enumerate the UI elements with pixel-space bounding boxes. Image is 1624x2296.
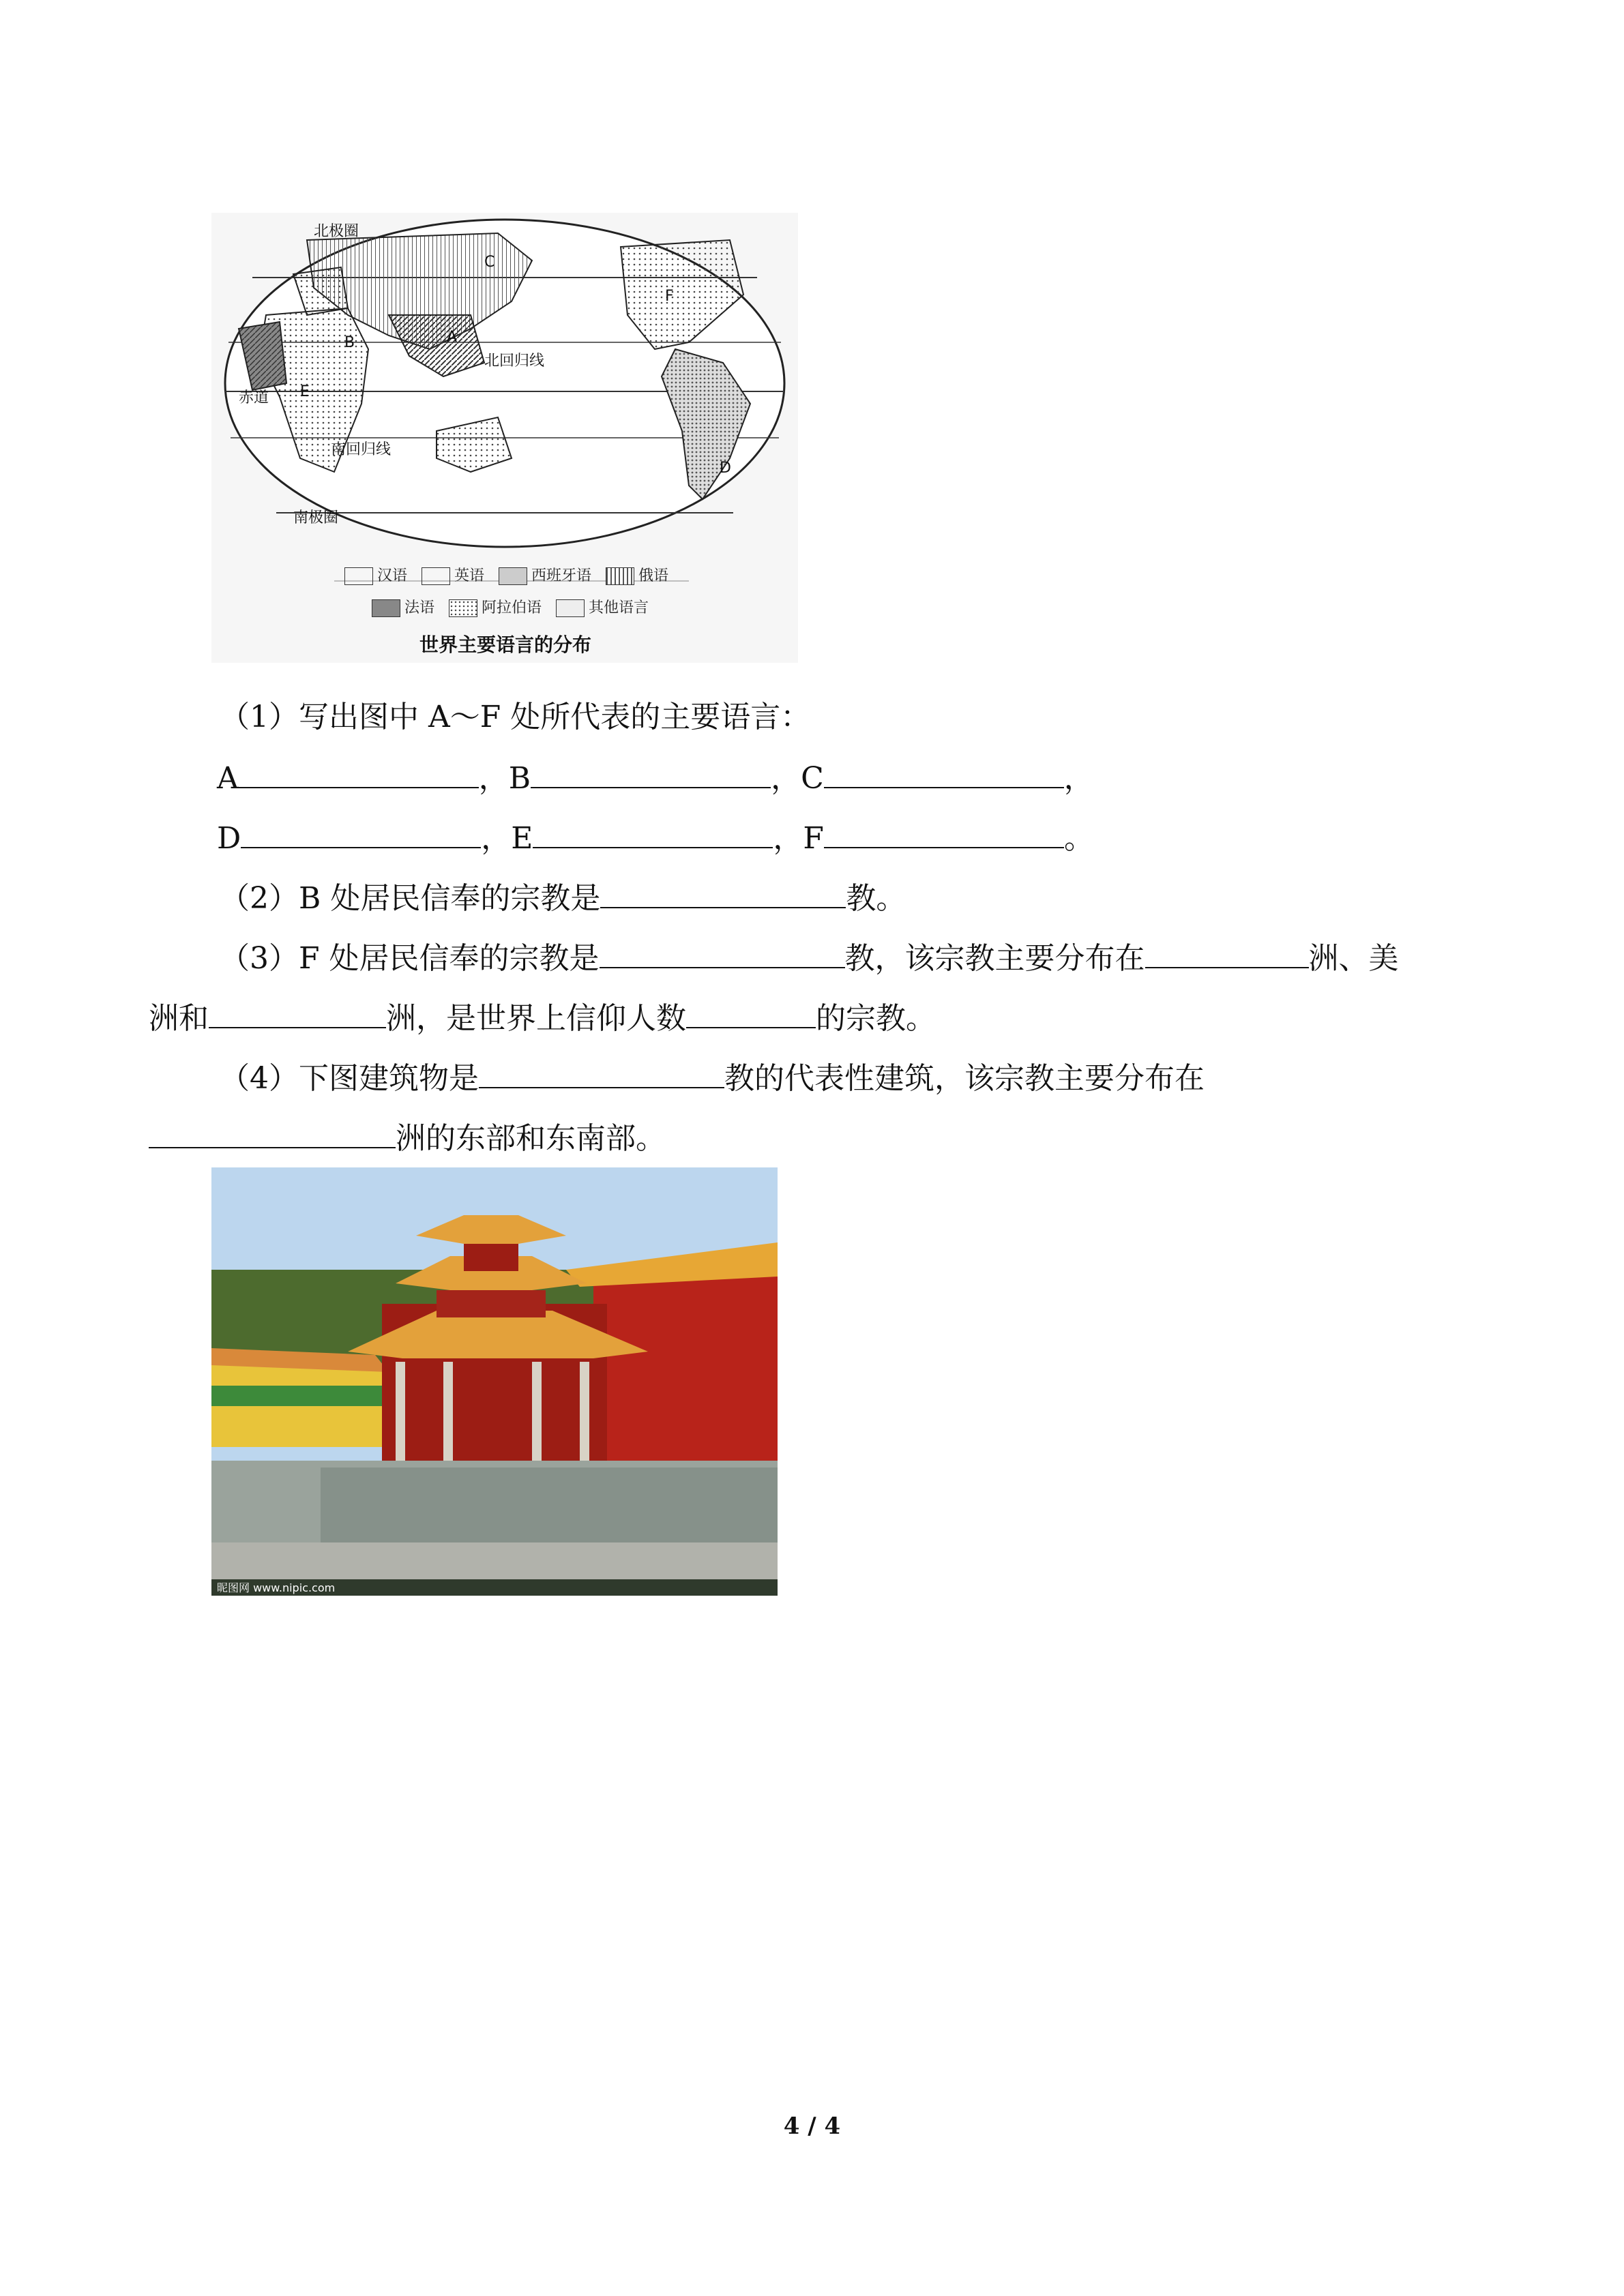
question-3-text: （3）F 处居民信奉的宗教是 [220, 941, 600, 976]
antarctic-circle-label: 南极圈 [293, 509, 339, 526]
legend-swatch-other [556, 599, 585, 617]
blank-e[interactable] [533, 817, 773, 848]
question-2-end: 教。 [846, 881, 906, 916]
tropic-of-cancer-label: 北回归线 [484, 353, 545, 370]
legend-swatch-russian [606, 567, 634, 585]
blank-q4-continent[interactable] [149, 1117, 396, 1148]
legend-swatch-french [372, 599, 400, 617]
blank-d[interactable] [241, 817, 481, 848]
map-letter-c: C [484, 254, 495, 271]
label-c: ，C [771, 761, 824, 796]
legend-label-arabic: 阿拉伯语 [482, 599, 542, 616]
map-letter-f: F [665, 288, 674, 305]
blank-c[interactable] [824, 757, 1064, 788]
blank-q3-rank[interactable] [686, 997, 816, 1028]
label-e: ，E [481, 821, 533, 856]
legend-swatch-spanish [499, 567, 527, 585]
question-1-row-1 [217, 757, 1094, 799]
legend-swatch-arabic [449, 599, 477, 617]
label-f: ，F [773, 821, 824, 856]
question-4-mid: 教的代表性建筑，该宗教主要分布在 [724, 1061, 1205, 1096]
question-1-intro: （1）写出图中 A～F 处所代表的主要语言： [220, 700, 811, 734]
tropic-of-capricorn-label: 南回归线 [331, 441, 392, 458]
legend-label-russian: 俄语 [638, 567, 669, 584]
question-4-line-2 [149, 1117, 666, 1159]
temple-photo-graphic [211, 1167, 778, 1596]
map-legend-row-2 [372, 596, 649, 617]
blank-f[interactable] [824, 817, 1064, 848]
question-4-text: （4）下图建筑物是 [220, 1061, 479, 1096]
page-number: 4 / 4 [783, 2113, 841, 2140]
legend-label-spanish: 西班牙语 [531, 567, 592, 584]
label-a: A [217, 761, 239, 796]
question-3-line-2-start: 洲和 [149, 1001, 209, 1036]
photo-watermark: 昵图网 www.nipic.com [217, 1581, 336, 1594]
map-letter-e: E [300, 383, 310, 400]
equator-label: 赤道 [239, 389, 269, 406]
world-map-graphic [211, 213, 798, 663]
question-4-line-2-end: 洲的东部和东南部。 [396, 1121, 666, 1156]
question-1-row-2 [217, 817, 1094, 859]
map-legend-row-1 [344, 564, 668, 585]
legend-label-chinese: 汉语 [377, 567, 408, 584]
label-b: ，B [478, 761, 531, 796]
row-1-end: ， [1063, 761, 1094, 796]
question-3-mid: 教，该宗教主要分布在 [844, 941, 1145, 976]
blank-b[interactable] [531, 757, 771, 788]
question-3-line-2 [149, 997, 936, 1039]
question-2 [220, 877, 906, 919]
question-3-line-2-end: 的宗教。 [816, 1001, 936, 1036]
question-3-mid-2: 洲、美 [1308, 941, 1399, 976]
blank-q3-religion[interactable] [600, 937, 845, 968]
blank-q3-continent-1[interactable] [1145, 937, 1309, 968]
blank-q2-religion[interactable] [600, 877, 846, 908]
map-letter-a: A [447, 329, 458, 346]
question-2-text: （2）B 处居民信奉的宗教是 [220, 881, 601, 916]
arctic-circle-label: 北极圈 [314, 223, 359, 240]
map-title: 世界主要语言的分布 [419, 633, 592, 656]
blank-a[interactable] [239, 757, 479, 788]
map-letter-b: B [344, 334, 355, 351]
map-letter-d: D [720, 460, 731, 477]
legend-label-english: 英语 [454, 567, 485, 584]
legend-label-other: 其他语言 [589, 599, 649, 616]
label-d: D [217, 821, 241, 856]
question-3-line-1 [220, 937, 1399, 979]
legend-swatch-chinese [344, 567, 373, 585]
blank-q3-continent-2[interactable] [209, 997, 386, 1028]
blank-q4-religion[interactable] [479, 1057, 724, 1088]
language-map-figure [211, 213, 798, 663]
question-4-line-1 [220, 1057, 1205, 1099]
question-3-line-2-mid: 洲，是世界上信仰人数 [386, 1001, 686, 1036]
temple-photo [211, 1167, 778, 1596]
legend-label-french: 法语 [404, 599, 435, 616]
legend-swatch-english [422, 567, 450, 585]
row-2-end: 。 [1063, 821, 1094, 856]
